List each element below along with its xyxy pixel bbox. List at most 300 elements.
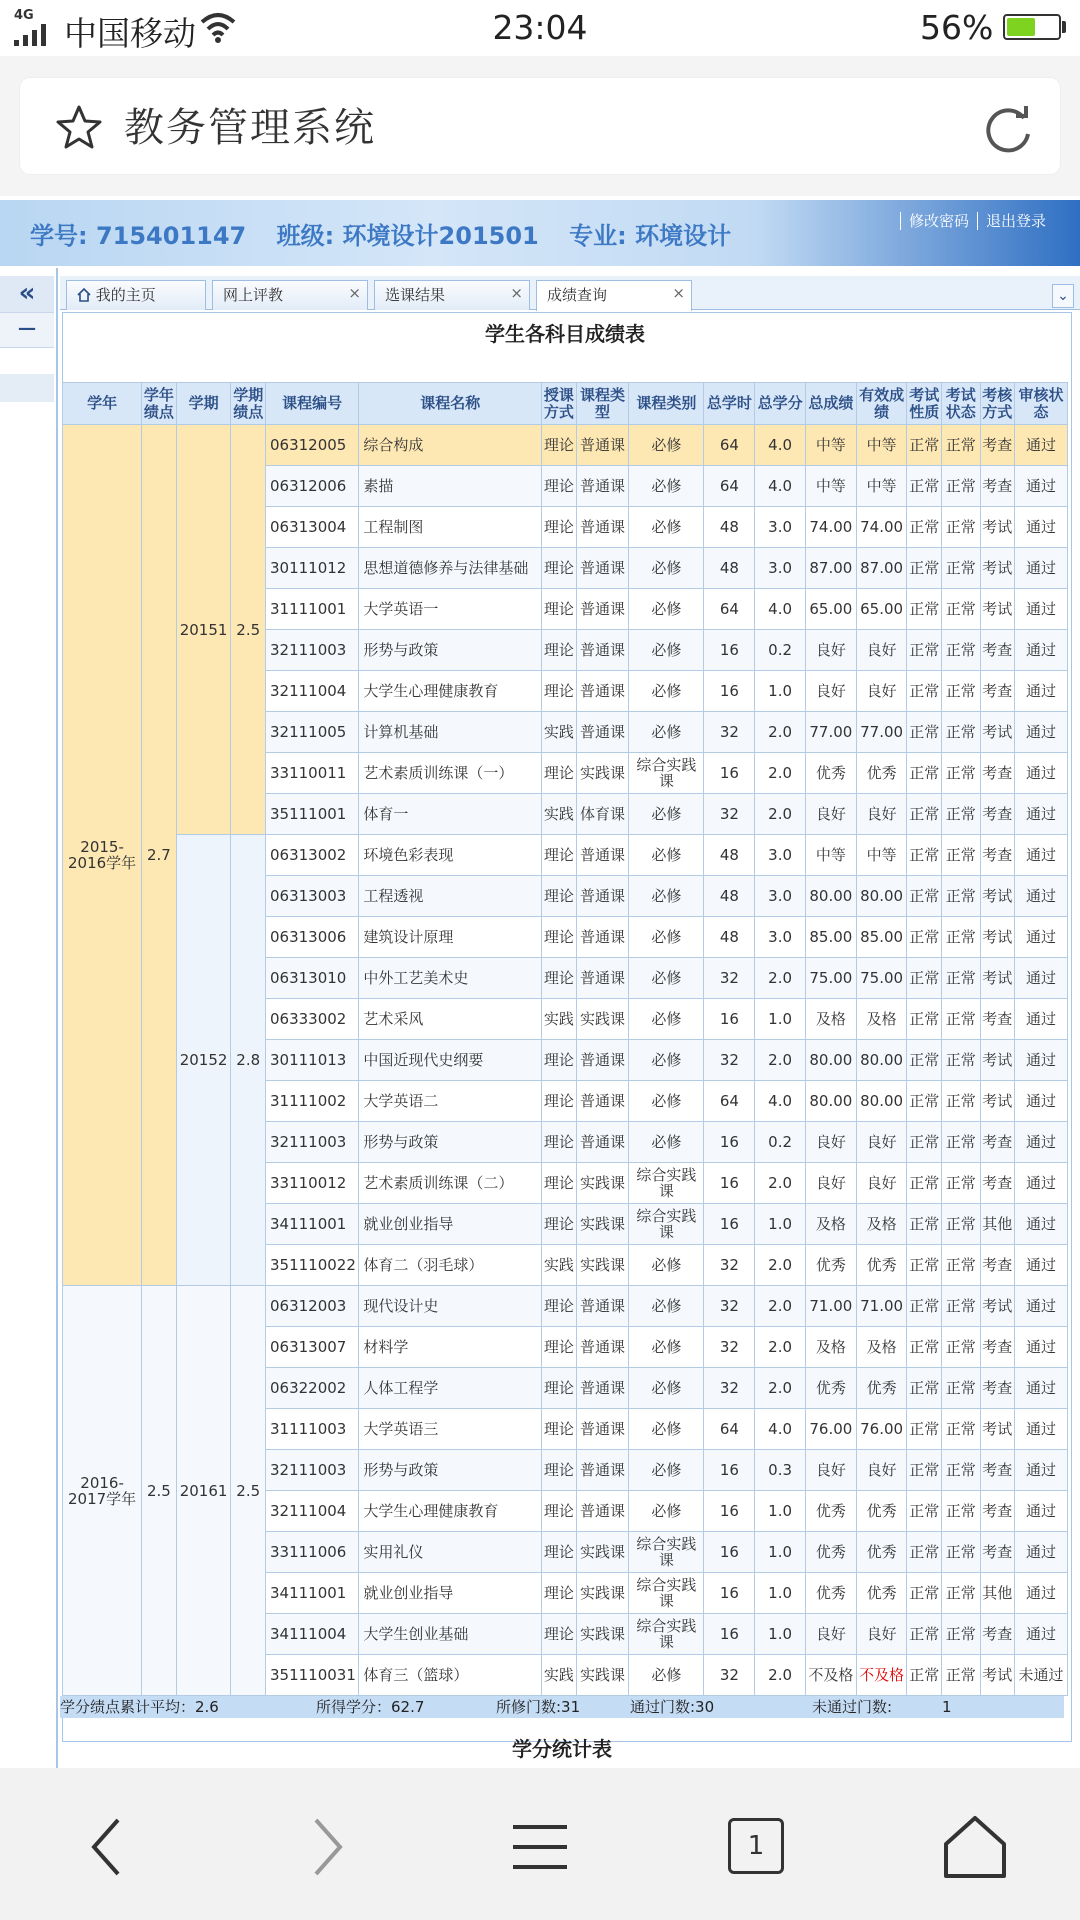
table-cell: 必修 (629, 1655, 704, 1696)
table-cell: 优秀 (856, 1573, 907, 1614)
table-cell: 正常 (907, 1491, 942, 1532)
table-cell: 理论 (542, 1368, 577, 1409)
table-cell: 正常 (941, 1450, 980, 1491)
grade-table-title: 学生各科目成绩表 (485, 322, 645, 346)
table-cell: 工程制图 (359, 507, 542, 548)
table-cell: 通过 (1015, 1532, 1068, 1573)
table-cell: 必修 (629, 548, 704, 589)
menu-icon[interactable] (505, 1812, 575, 1882)
table-cell: 考查 (980, 1122, 1015, 1163)
table-cell: 理论 (542, 466, 577, 507)
table-cell: 考试 (980, 589, 1015, 630)
table-cell: 通过 (1015, 1573, 1068, 1614)
table-cell: 必修 (629, 507, 704, 548)
table-cell: 考试 (980, 1081, 1015, 1122)
table-cell: 普通课 (576, 1122, 629, 1163)
table-cell: 优秀 (856, 1491, 907, 1532)
table-cell: 3.0 (755, 507, 806, 548)
table-cell: 及格 (805, 1204, 856, 1245)
table-cell: 必修 (629, 1491, 704, 1532)
table-cell: 正常 (941, 917, 980, 958)
table-cell: 通过 (1015, 1409, 1068, 1450)
table-cell: 优秀 (856, 1532, 907, 1573)
table-cell: 正常 (907, 876, 942, 917)
table-cell: 正常 (907, 507, 942, 548)
table-cell: 32 (704, 958, 755, 999)
tab-course-selection[interactable] (374, 280, 530, 310)
tab-label: 网上评教 (223, 286, 284, 304)
table-cell: 必修 (629, 1245, 704, 1286)
table-cell: 考查 (980, 1491, 1015, 1532)
table-cell: 考试 (980, 1655, 1015, 1696)
table-cell: 1.0 (755, 1573, 806, 1614)
table-cell: 必修 (629, 466, 704, 507)
table-cell: 正常 (941, 1122, 980, 1163)
table-cell: 正常 (907, 1614, 942, 1655)
back-icon[interactable] (74, 1812, 144, 1882)
table-cell: 优秀 (856, 753, 907, 794)
table-cell: 必修 (629, 835, 704, 876)
table-cell: 正常 (941, 630, 980, 671)
tab-home[interactable] (66, 280, 206, 310)
table-cell: 其他 (980, 1204, 1015, 1245)
table-cell: 优秀 (805, 1573, 856, 1614)
table-cell: 正常 (941, 999, 980, 1040)
table-cell: 80.00 (856, 876, 907, 917)
table-cell: 74.00 (805, 507, 856, 548)
table-cell: 通过 (1015, 876, 1068, 917)
table-cell: 普通课 (576, 1327, 629, 1368)
table-cell: 理论 (542, 1573, 577, 1614)
table-cell: 考试 (980, 958, 1015, 999)
table-cell: 考查 (980, 1368, 1015, 1409)
table-cell: 考查 (980, 835, 1015, 876)
table-cell: 优秀 (856, 1245, 907, 1286)
table-cell: 2.5 (142, 1286, 177, 1696)
table-cell: 32 (704, 1327, 755, 1368)
table-cell: 2.0 (755, 1163, 806, 1204)
table-cell: 33110012 (265, 1163, 358, 1204)
table-cell: 0.2 (755, 630, 806, 671)
table-cell: 理论 (542, 1450, 577, 1491)
column-header: 学年绩点 (142, 383, 177, 425)
table-cell: 31111003 (265, 1409, 358, 1450)
table-cell: 32111004 (265, 1491, 358, 1532)
browser-nav-bar (0, 1768, 1080, 1920)
table-cell: 理论 (542, 958, 577, 999)
table-cell: 1.0 (755, 1614, 806, 1655)
table-cell: 理论 (542, 917, 577, 958)
table-cell: 必修 (629, 425, 704, 466)
table-cell: 76.00 (856, 1409, 907, 1450)
table-cell: 理论 (542, 1532, 577, 1573)
table-cell: 必修 (629, 630, 704, 671)
table-cell: 实践课 (576, 1532, 629, 1573)
table-cell: 形势与政策 (359, 1122, 542, 1163)
table-cell: 体育一 (359, 794, 542, 835)
table-cell: 85.00 (805, 917, 856, 958)
table-cell: 64 (704, 1081, 755, 1122)
table-cell: 良好 (856, 1614, 907, 1655)
table-cell: 良好 (805, 1450, 856, 1491)
table-cell: 2.0 (755, 753, 806, 794)
student-info (30, 216, 753, 251)
column-header: 考核方式 (980, 383, 1015, 425)
table-cell: 及格 (805, 1327, 856, 1368)
table-cell: 必修 (629, 1081, 704, 1122)
table-cell: 正常 (907, 1573, 942, 1614)
table-cell: 必修 (629, 958, 704, 999)
table-cell: 2015-2016学年 (63, 425, 142, 1286)
table-cell: 综合实践课 (629, 1163, 704, 1204)
table-cell: 2.0 (755, 1245, 806, 1286)
table-cell: 中等 (856, 425, 907, 466)
table-cell: 87.00 (856, 548, 907, 589)
table-cell: 64 (704, 589, 755, 630)
table-cell: 理论 (542, 1409, 577, 1450)
table-cell: 77.00 (805, 712, 856, 753)
table-cell: 2.0 (755, 1368, 806, 1409)
table-cell: 理论 (542, 1491, 577, 1532)
table-cell: 正常 (941, 589, 980, 630)
table-cell: 06313010 (265, 958, 358, 999)
table-cell: 大学英语一 (359, 589, 542, 630)
table-cell: 通过 (1015, 1122, 1068, 1163)
table-cell: 普通课 (576, 1040, 629, 1081)
network-type: 4G (14, 8, 34, 23)
table-cell: 1.0 (755, 999, 806, 1040)
table-cell: 正常 (907, 712, 942, 753)
table-cell: 48 (704, 917, 755, 958)
close-icon[interactable]: × (510, 284, 523, 302)
status-bar (0, 0, 1080, 56)
table-cell: 1.0 (755, 1491, 806, 1532)
table-cell: 未通过 (1015, 1655, 1068, 1696)
tab-bar (60, 276, 1080, 310)
tabs-count-button[interactable]: 1 (728, 1818, 784, 1874)
table-cell: 3.0 (755, 835, 806, 876)
table-cell: 16 (704, 1204, 755, 1245)
table-cell: 普通课 (576, 712, 629, 753)
table-cell: 正常 (941, 1204, 980, 1245)
table-cell: 16 (704, 753, 755, 794)
logout-link[interactable]: 退出登录 (977, 212, 1054, 230)
table-cell: 理论 (542, 589, 577, 630)
table-cell: 正常 (907, 753, 942, 794)
table-cell: 正常 (941, 1040, 980, 1081)
table-cell: 良好 (805, 1122, 856, 1163)
table-cell: 33110011 (265, 753, 358, 794)
table-cell: 06312003 (265, 1286, 358, 1327)
table-cell: 普通课 (576, 425, 629, 466)
table-cell: 2.0 (755, 958, 806, 999)
column-header: 总学分 (755, 383, 806, 425)
table-cell: 及格 (856, 999, 907, 1040)
table-cell: 1.0 (755, 671, 806, 712)
table-cell: 3.0 (755, 917, 806, 958)
table-cell: 通过 (1015, 548, 1068, 589)
table-cell: 考试 (980, 1286, 1015, 1327)
table-cell: 考试 (980, 1409, 1015, 1450)
table-cell: 正常 (907, 1163, 942, 1204)
table-cell: 普通课 (576, 1286, 629, 1327)
column-header: 课程名称 (359, 383, 542, 425)
table-cell: 0.2 (755, 1122, 806, 1163)
table-cell: 普通课 (576, 917, 629, 958)
column-header: 总学时 (704, 383, 755, 425)
table-cell: 建筑设计原理 (359, 917, 542, 958)
table-cell: 优秀 (805, 1532, 856, 1573)
table-cell: 良好 (805, 671, 856, 712)
table-cell: 及格 (805, 999, 856, 1040)
table-cell: 16 (704, 1450, 755, 1491)
table-cell: 2.0 (755, 712, 806, 753)
table-cell: 必修 (629, 1409, 704, 1450)
table-cell: 普通课 (576, 958, 629, 999)
table-cell: 4.0 (755, 466, 806, 507)
table-cell: 正常 (941, 1368, 980, 1409)
table-cell: 必修 (629, 1327, 704, 1368)
table-cell: 必修 (629, 712, 704, 753)
table-cell: 计算机基础 (359, 712, 542, 753)
close-icon[interactable]: × (672, 284, 685, 302)
table-cell: 必修 (629, 1368, 704, 1409)
change-password-link[interactable]: 修改密码 (900, 212, 977, 230)
table-cell: 综合实践课 (629, 753, 704, 794)
table-cell: 考查 (980, 671, 1015, 712)
table-cell: 必修 (629, 876, 704, 917)
table-cell: 考查 (980, 425, 1015, 466)
table-cell: 体育课 (576, 794, 629, 835)
table-cell: 实践 (542, 1245, 577, 1286)
table-cell: 65.00 (856, 589, 907, 630)
table-cell: 16 (704, 1532, 755, 1573)
table-cell: 正常 (907, 958, 942, 999)
table-cell: 通过 (1015, 466, 1068, 507)
table-cell: 不及格 (856, 1655, 907, 1696)
table-cell: 实践 (542, 712, 577, 753)
courses-failed-label: 未通过门数: (812, 1698, 893, 1716)
table-cell: 就业创业指导 (359, 1204, 542, 1245)
table-cell: 通过 (1015, 1368, 1068, 1409)
table-cell: 理论 (542, 425, 577, 466)
table-cell: 正常 (941, 753, 980, 794)
table-cell: 32 (704, 1040, 755, 1081)
table-cell: 06313007 (265, 1327, 358, 1368)
table-cell: 正常 (941, 1532, 980, 1573)
table-cell: 正常 (907, 1450, 942, 1491)
close-icon[interactable]: × (348, 284, 361, 302)
table-cell: 考试 (980, 876, 1015, 917)
sidebar (0, 268, 58, 1768)
table-cell: 20151 (176, 425, 231, 835)
table-cell: 考查 (980, 1532, 1015, 1573)
forward-icon[interactable] (290, 1812, 360, 1882)
table-cell: 中外工艺美术史 (359, 958, 542, 999)
table-cell: 正常 (941, 1655, 980, 1696)
table-cell: 理论 (542, 671, 577, 712)
table-cell: 3.0 (755, 876, 806, 917)
table-cell: 34111001 (265, 1573, 358, 1614)
carrier-name: 中国移动 (64, 14, 196, 53)
table-cell: 大学生心理健康教育 (359, 1491, 542, 1532)
tab-label: 我的主页 (95, 286, 156, 304)
column-header: 学期 (176, 383, 231, 425)
table-cell: 普通课 (576, 466, 629, 507)
table-cell: 16 (704, 671, 755, 712)
table-cell: 正常 (941, 1409, 980, 1450)
sidebar-item[interactable] (0, 374, 54, 402)
table-cell: 必修 (629, 1286, 704, 1327)
table-cell: 正常 (941, 1163, 980, 1204)
table-cell: 通过 (1015, 1286, 1068, 1327)
table-cell: 2.0 (755, 1327, 806, 1368)
table-cell: 34111004 (265, 1614, 358, 1655)
table-cell: 其他 (980, 1573, 1015, 1614)
table-cell: 正常 (941, 466, 980, 507)
table-cell: 材料学 (359, 1327, 542, 1368)
table-cell: 实践课 (576, 1614, 629, 1655)
table-cell: 考查 (980, 1614, 1015, 1655)
home-icon[interactable] (940, 1812, 1010, 1882)
table-cell: 大学英语三 (359, 1409, 542, 1450)
table-cell: 及格 (856, 1204, 907, 1245)
table-cell: 正常 (941, 712, 980, 753)
table-cell: 2016-2017学年 (63, 1286, 142, 1696)
table-cell: 良好 (805, 1163, 856, 1204)
table-cell: 71.00 (805, 1286, 856, 1327)
table-cell: 考查 (980, 1163, 1015, 1204)
table-cell: 必修 (629, 1040, 704, 1081)
table-cell: 通过 (1015, 999, 1068, 1040)
table-cell: 理论 (542, 1122, 577, 1163)
table-cell: 考查 (980, 1327, 1015, 1368)
column-header: 授课方式 (542, 383, 577, 425)
table-cell: 中等 (805, 835, 856, 876)
column-header: 考试状态 (941, 383, 980, 425)
table-cell: 32111004 (265, 671, 358, 712)
table-cell: 正常 (907, 630, 942, 671)
table-cell: 正常 (907, 1122, 942, 1163)
table-row[interactable] (63, 1286, 1068, 1327)
student-header (0, 200, 1080, 266)
table-row[interactable] (63, 425, 1068, 466)
table-cell: 正常 (941, 1286, 980, 1327)
table-cell: 不及格 (805, 1655, 856, 1696)
table-cell: 普通课 (576, 1450, 629, 1491)
table-cell: 正常 (941, 671, 980, 712)
table-cell: 06333002 (265, 999, 358, 1040)
table-cell: 通过 (1015, 425, 1068, 466)
table-cell: 71.00 (856, 1286, 907, 1327)
table-cell: 通过 (1015, 958, 1068, 999)
column-header: 有效成绩 (856, 383, 907, 425)
table-cell: 64 (704, 425, 755, 466)
table-cell: 正常 (941, 794, 980, 835)
table-cell: 理论 (542, 1163, 577, 1204)
table-cell: 通过 (1015, 589, 1068, 630)
table-header-row (63, 383, 1068, 425)
table-cell: 74.00 (856, 507, 907, 548)
table-cell: 3.0 (755, 548, 806, 589)
column-header: 课程类型 (576, 383, 629, 425)
table-cell: 实践课 (576, 1245, 629, 1286)
chevron-down-icon[interactable]: ⌄ (1052, 284, 1074, 308)
table-cell: 80.00 (856, 1040, 907, 1081)
table-cell: 中等 (805, 425, 856, 466)
table-cell: 理论 (542, 548, 577, 589)
battery-icon (1003, 14, 1061, 40)
credit-table-title: 学分统计表 (512, 1737, 612, 1761)
table-cell: 普通课 (576, 630, 629, 671)
table-cell: 正常 (907, 1532, 942, 1573)
table-cell: 2.0 (755, 794, 806, 835)
credits-earned: 所得学分：62.7 (316, 1698, 425, 1716)
table-cell: 考试 (980, 548, 1015, 589)
table-cell: 通过 (1015, 1204, 1068, 1245)
table-cell: 通过 (1015, 1450, 1068, 1491)
table-cell: 实践 (542, 1655, 577, 1696)
table-cell: 正常 (941, 876, 980, 917)
table-cell: 良好 (856, 1122, 907, 1163)
column-header: 考试性质 (907, 383, 942, 425)
table-cell: 48 (704, 548, 755, 589)
star-icon[interactable] (54, 102, 104, 152)
tab-grade-query[interactable] (536, 280, 692, 311)
table-cell: 80.00 (805, 1081, 856, 1122)
table-cell: 必修 (629, 1450, 704, 1491)
table-cell: 良好 (805, 794, 856, 835)
table-cell: 32 (704, 794, 755, 835)
tab-label: 选课结果 (385, 286, 446, 304)
table-cell: 正常 (941, 507, 980, 548)
table-cell: 通过 (1015, 753, 1068, 794)
collapse-icon[interactable]: « (0, 276, 54, 312)
table-cell: 32 (704, 1368, 755, 1409)
table-cell: 2.7 (142, 425, 177, 1286)
table-cell: 正常 (941, 1614, 980, 1655)
table-cell: 正常 (941, 1245, 980, 1286)
table-cell: 通过 (1015, 794, 1068, 835)
table-cell: 4.0 (755, 1081, 806, 1122)
table-cell: 良好 (805, 1614, 856, 1655)
table-cell: 通过 (1015, 917, 1068, 958)
table-cell: 实用礼仪 (359, 1532, 542, 1573)
table-cell: 30111012 (265, 548, 358, 589)
table-cell: 1.0 (755, 1204, 806, 1245)
table-row[interactable] (63, 835, 1068, 876)
table-cell: 正常 (907, 1081, 942, 1122)
table-cell: 实践 (542, 999, 577, 1040)
reload-icon[interactable] (980, 100, 1036, 156)
table-cell: 综合实践课 (629, 1204, 704, 1245)
table-cell: 正常 (941, 548, 980, 589)
table-cell: 工程透视 (359, 876, 542, 917)
tab-evaluation[interactable] (212, 280, 368, 310)
table-cell: 通过 (1015, 1491, 1068, 1532)
table-cell: 80.00 (856, 1081, 907, 1122)
table-cell: 20152 (176, 835, 231, 1286)
table-cell: 正常 (907, 999, 942, 1040)
table-cell: 大学生心理健康教育 (359, 671, 542, 712)
table-cell: 考查 (980, 794, 1015, 835)
minus-icon[interactable]: − (0, 312, 54, 348)
gpa-average: 学分绩点累计平均：2.6 (60, 1698, 219, 1716)
table-cell: 2.0 (755, 1286, 806, 1327)
table-cell: 2.0 (755, 1040, 806, 1081)
table-cell: 及格 (856, 1327, 907, 1368)
table-cell: 实践课 (576, 1573, 629, 1614)
